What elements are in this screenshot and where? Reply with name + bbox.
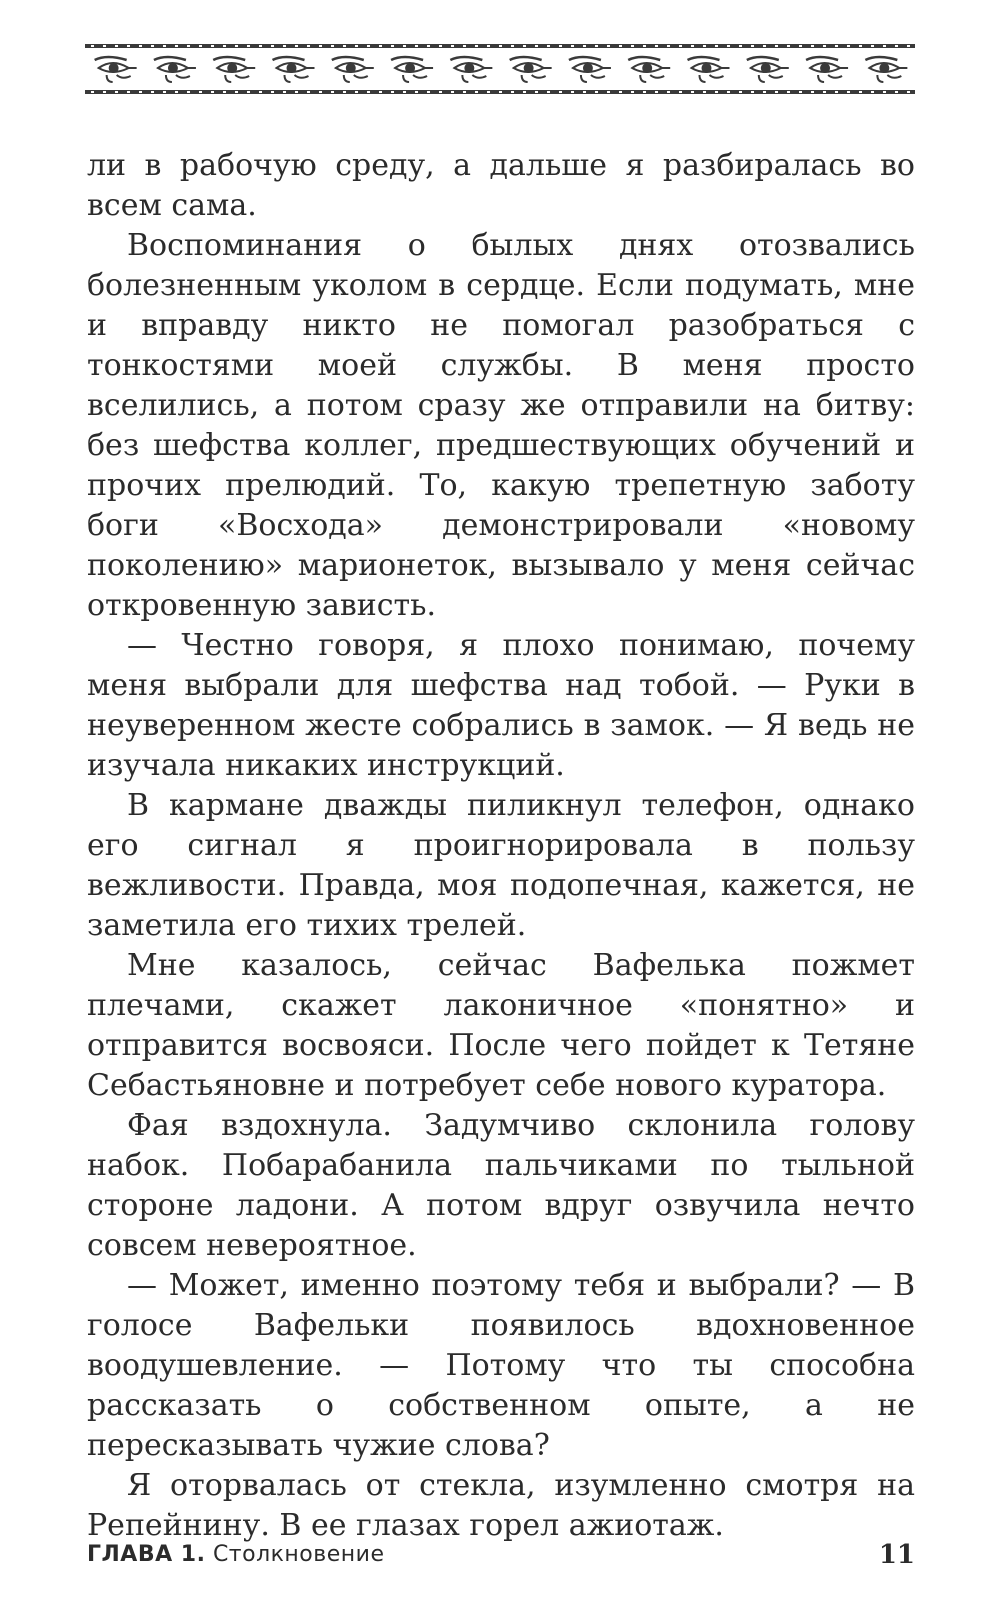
page-footer — [87, 1537, 915, 1573]
paragraph: Воспоминания о былых днях отозвались болезненным уколом в сердце. Если подумать, мне и вправду никто не помогал разобраться с тонкостями моей службы. В меня просто вселились, а потом сразу же отправили на битву: без шефства коллег, предшествующих обучений и прочих прелюдий. То, какую трепетную заботу боги «Восхода» демонстрировали «новому поколению» марионеток, вызывало у меня сейчас откровенную зависть. — [87, 228, 915, 623]
eye-of-horus-icon — [569, 57, 611, 82]
paragraph: Мне казалось, сейчас Вафелька пожмет плечами, скажет лаконичное «понятно» и отправится восвояси. После чего пойдет к Тетяне Себастьяновне и потребует себе нового куратора. — [87, 948, 915, 1103]
eye-of-horus-icon — [806, 57, 848, 82]
paragraph: — Может, именно поэтому тебя и выбрали? — В голосе Вафельки появилось вдохновенное воодушевление. — Потому что ты способна рассказать о собственном опыте, а не пересказывать чужие слова? — [87, 1268, 915, 1463]
eye-of-horus-icon — [85, 40, 915, 98]
header-ornament — [85, 40, 915, 98]
eye-of-horus-icon — [332, 57, 374, 82]
paragraph: ли в рабочую среду, а дальше я разбиралась во всем сама. — [87, 148, 915, 223]
paragraph: В кармане дважды пиликнул телефон, однако его сигнал я проигнорировала в пользу вежливости. Правда, моя подопечная, кажется, не заметила его тихих трелей. — [87, 788, 915, 943]
eye-of-horus-icon — [865, 57, 907, 82]
eye-of-horus-icon — [747, 57, 789, 82]
eye-of-horus-icon — [688, 57, 730, 82]
paragraph: Фая вздохнула. Задумчиво склонила голову набок. Побарабанила пальчиками по тыльной стороне ладони. А потом вдруг озвучила нечто совсем невероятное. — [87, 1108, 915, 1263]
eye-of-horus-icon — [450, 57, 492, 82]
page-number: 11 — [878, 1540, 915, 1570]
paragraph: — Честно говоря, я плохо понимаю, почему меня выбрали для шефства над тобой. — Руки в неуверенном жесте собрались в замок. — Я ведь не изучала никаких инструкций. — [87, 628, 915, 783]
chapter-title: Столкновение — [212, 1542, 385, 1567]
eye-of-horus-icon — [510, 57, 552, 82]
eye-of-horus-icon — [154, 57, 196, 82]
eye-of-horus-icon — [391, 57, 433, 82]
eye-of-horus-icon — [95, 57, 137, 82]
chapter-label: ГЛАВА 1. — [87, 1542, 206, 1567]
paragraph: Я оторвалась от стекла, изумленно смотря на Репейнину. В ее глазах горел ажиотаж. — [87, 1468, 915, 1543]
eye-of-horus-icon — [213, 57, 255, 82]
eye-of-horus-icon — [628, 57, 670, 82]
running-title — [87, 1537, 385, 1573]
eye-of-horus-icon — [273, 57, 315, 82]
body-text — [87, 146, 915, 1546]
